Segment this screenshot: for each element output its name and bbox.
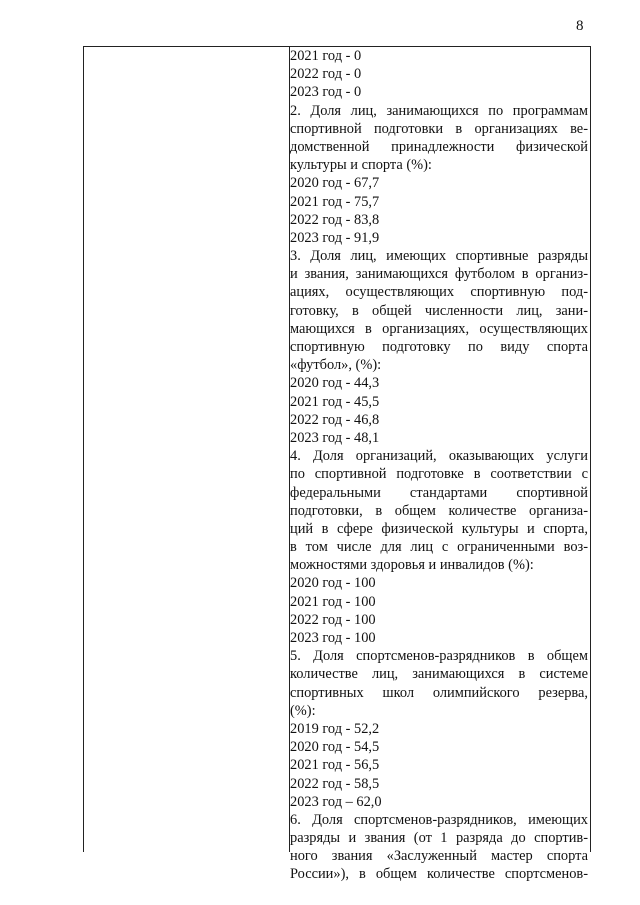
text-line: 2023 год - 48,1 <box>290 429 380 446</box>
text-line: мающихся в организациях, осуществляющих <box>290 320 588 337</box>
text-line: ций в сфере физической культуры и спорта, <box>290 520 588 537</box>
text-line: 2022 год - 58,5 <box>290 775 380 792</box>
text-line: спортивную подготовку по виду спорта <box>290 339 588 355</box>
text-line: количестве лиц, занимающихся в системе <box>290 666 588 683</box>
text-line: 2023 год - 91,9 <box>290 229 380 246</box>
text-line: разряды и звания (от 1 разряда до спортив- <box>290 830 588 847</box>
text-line: 6. Доля спортсменов-разрядников, имеющих <box>290 811 588 828</box>
text-line: (%): <box>290 702 316 719</box>
document-table <box>83 46 591 883</box>
text-line: 5. Доля спортсменов-разрядников в общем <box>290 648 588 665</box>
table-left-cell <box>84 47 290 852</box>
text-line: готовку, в общей численности лиц, зани- <box>290 302 588 319</box>
text-line: 2022 год - 83,8 <box>290 211 380 228</box>
table-right-cell <box>290 47 588 883</box>
text-line: спортивных школ олимпийского резерва, <box>290 684 588 701</box>
text-line: 2022 год - 46,8 <box>290 411 380 428</box>
text-line: спортивной подготовки в организациях ве- <box>290 120 588 137</box>
text-line: 2020 год - 44,3 <box>290 375 380 392</box>
text-line: 2021 год - 56,5 <box>290 757 380 774</box>
text-line: ного звания «Заслуженный мастер спорта <box>290 848 588 865</box>
text-line: 2023 год – 62,0 <box>290 793 382 810</box>
text-line: 2022 год - 100 <box>290 611 376 628</box>
text-line: 2019 год - 52,2 <box>290 720 380 737</box>
text-line: «футбол», (%): <box>290 357 382 374</box>
text-line: культуры и спорта (%): <box>290 157 432 174</box>
text-line: 2020 год - 67,7 <box>290 175 380 192</box>
text-line: ациях, осуществляющих спортивную под- <box>290 284 588 301</box>
text-line: 2021 год - 75,7 <box>290 193 380 210</box>
text-line: 2. Доля лиц, занимающихся по программам <box>290 102 588 119</box>
text-line: подготовки, в общем количестве организа- <box>290 502 588 519</box>
text-line: 2020 год - 100 <box>290 575 376 592</box>
text-line: 2021 год - 45,5 <box>290 393 380 410</box>
text-line: 3. Доля лиц, имеющих спортивные разряды <box>290 248 588 265</box>
text-line: 2023 год - 100 <box>290 630 376 646</box>
text-line: 2023 год - 0 <box>290 84 362 101</box>
text-line: по спортивной подготовке в соответствии с <box>290 466 588 483</box>
text-line: домственной принадлежности физической <box>290 138 588 155</box>
text-line: 4. Доля организаций, оказывающих услуги <box>290 448 588 465</box>
text-line: и звания, занимающихся футболом в организ- <box>290 266 588 283</box>
text-line: федеральными стандартами спортивной <box>290 484 588 501</box>
page-number: 8 <box>576 18 584 34</box>
text-line: 2022 год - 0 <box>290 66 362 83</box>
text-line: 2020 год - 54,5 <box>290 739 380 756</box>
text-line: в том числе для лиц с ограниченными воз- <box>290 539 588 556</box>
text-line: 2021 год - 0 <box>290 48 362 64</box>
text-line: России»), в общем количестве спортсменов- <box>290 866 588 883</box>
text-line: можностями здоровья и инвалидов (%): <box>290 557 534 574</box>
text-line: 2021 год - 100 <box>290 593 376 610</box>
